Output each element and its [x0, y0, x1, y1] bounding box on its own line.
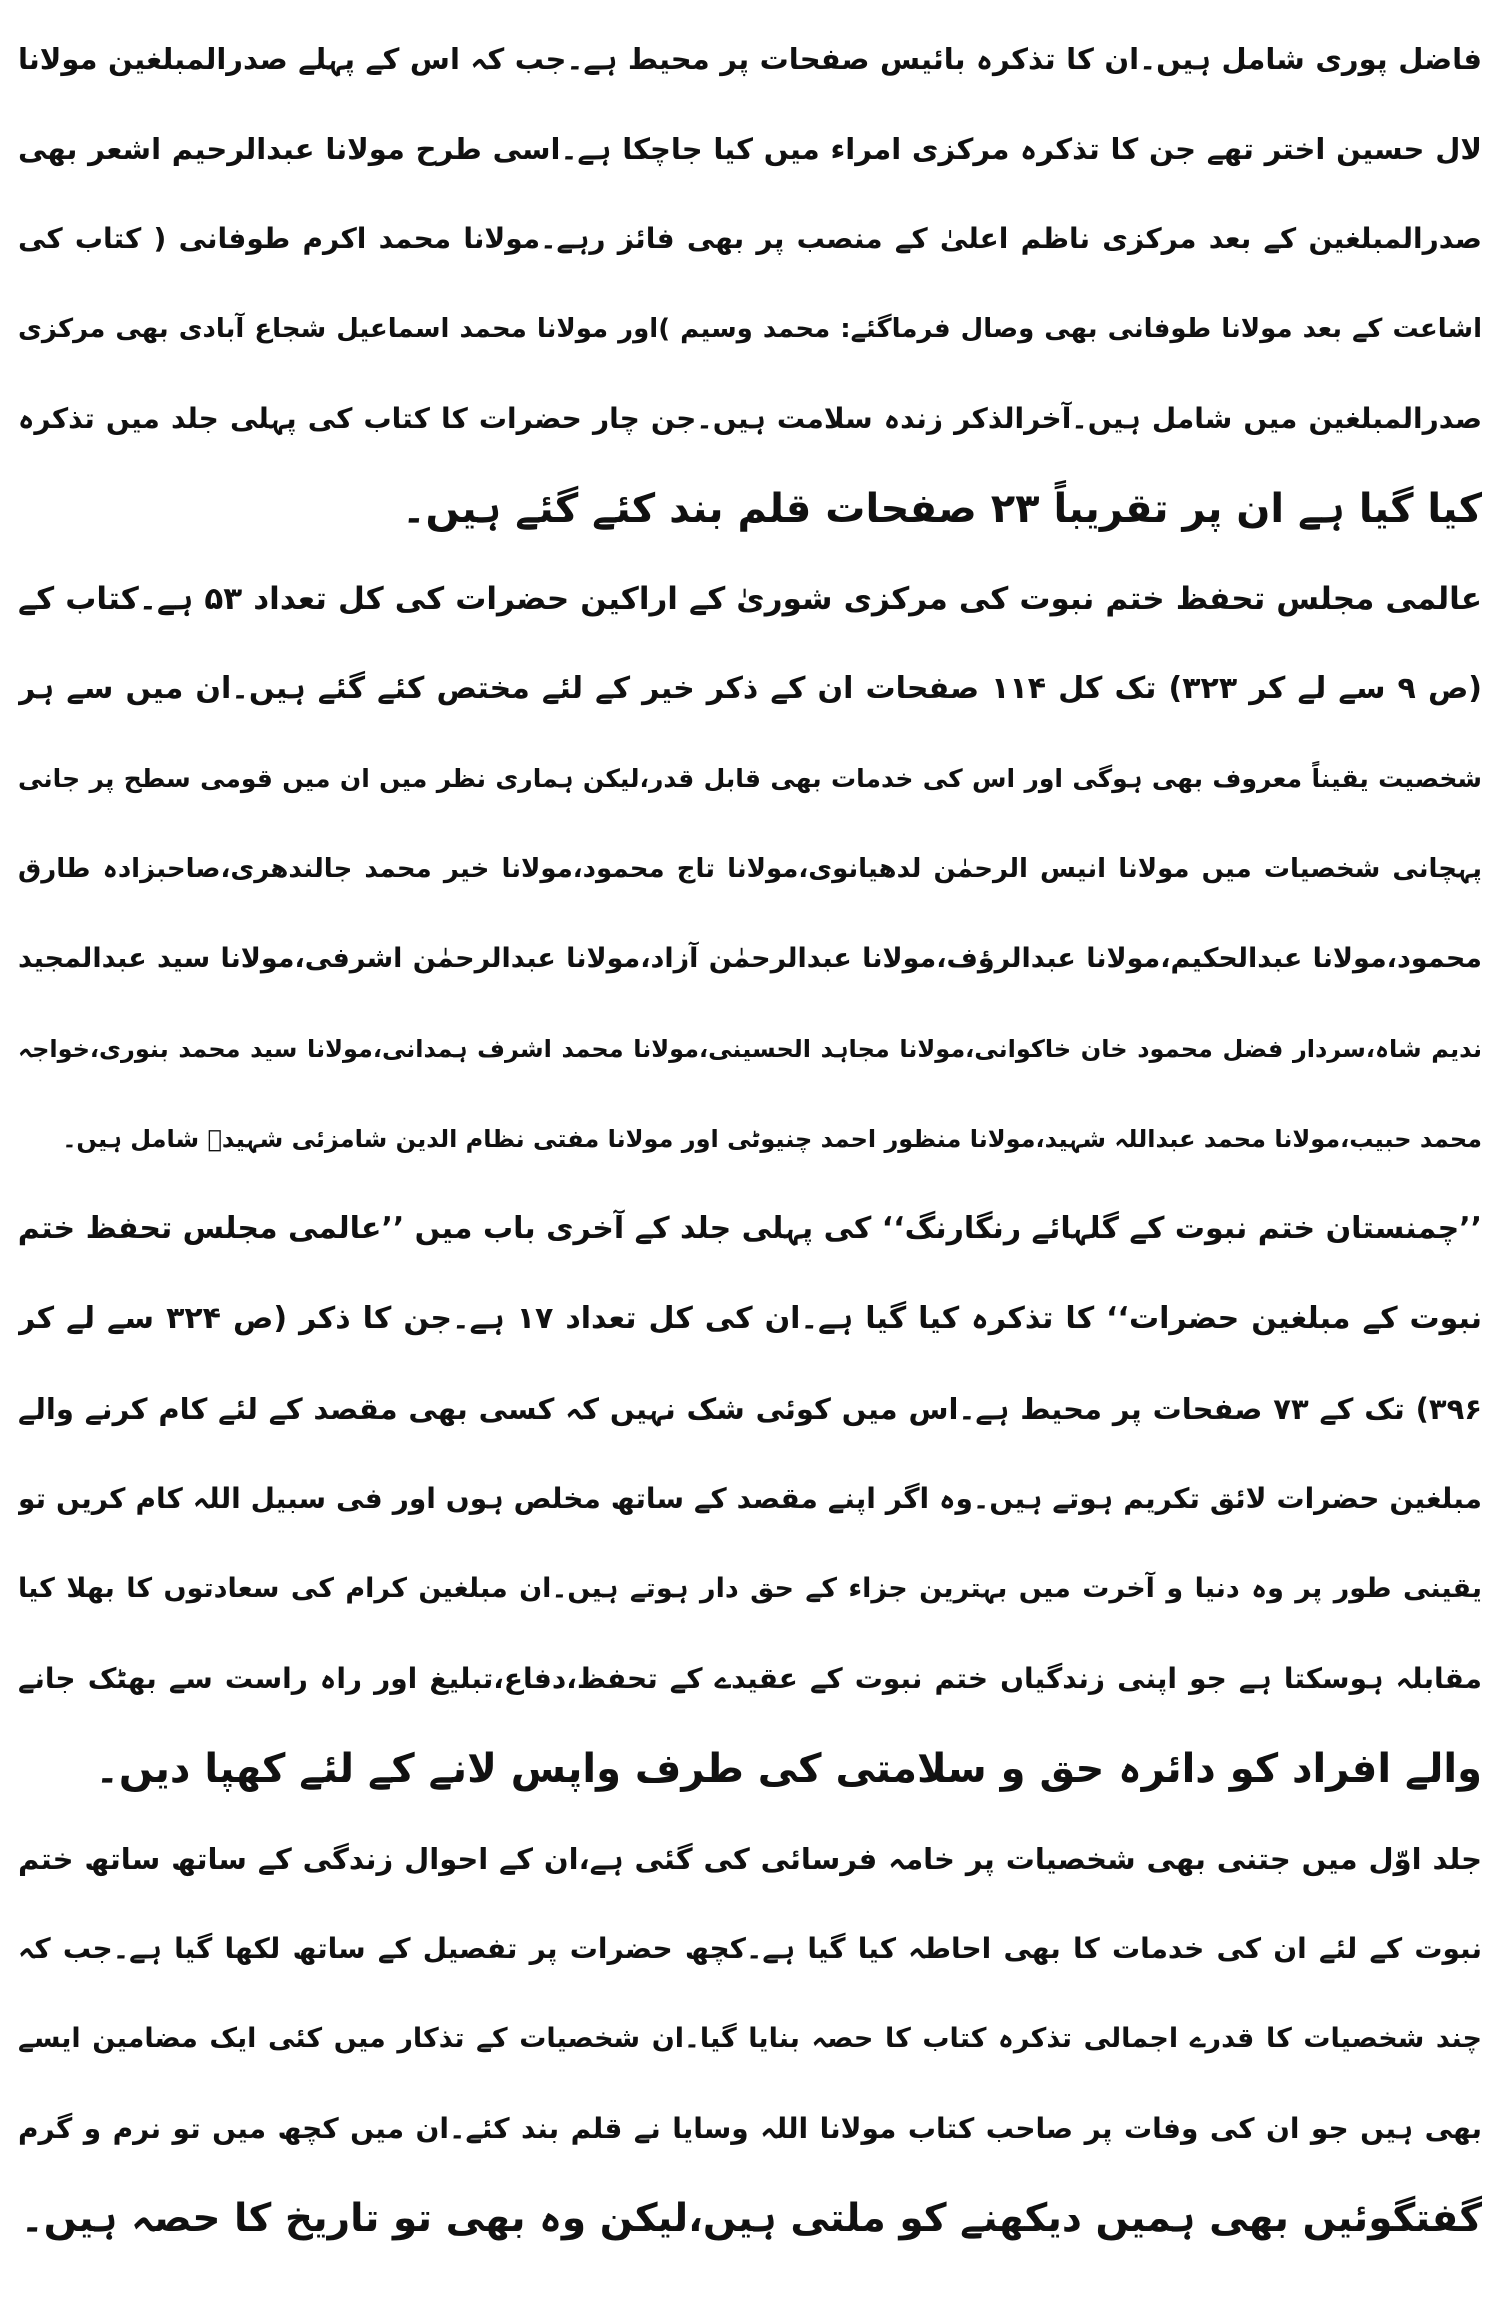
text-line-9: شخصیت یقیناً معروف بھی ہوگی اور اس کی خدمات بھی قابل قدر،لیکن ہماری نظر میں ان میں قومی سطح پر جانی — [18, 764, 1482, 793]
text-line-2: لال حسین اختر تھے جن کا تذکرہ مرکزی امراء میں کیا جاچکا ہے۔اسی طرح مولانا عبدالرحیم اشعر بھی — [18, 132, 1482, 166]
text-line-7: عالمی مجلس تحفظ ختم نبوت کی مرکزی شوریٰ کے اراکین حضرات کی کل تعداد ۵۳ ہے۔کتاب کے — [18, 581, 1482, 617]
text-line-6: کیا گیا ہے ان پر تقریباً ۲۳ صفحات قلم بند کئے گئے ہیں۔ — [402, 486, 1482, 532]
text-line-10: پہچانی شخصیات میں مولانا انیس الرحمٰن لدھیانوی،مولانا تاج محمود،مولانا خیر محمد جالندھری،صاحبزادہ طارق — [18, 854, 1482, 884]
text-line-16: ۳۹۶) تک کے ۷۳ صفحات پر محیط ہے۔اس میں کوئی شک نہیں کہ کسی بھی مقصد کے لئے کام کرنے والے — [18, 1392, 1482, 1426]
text-line-4: اشاعت کے بعد مولانا طوفانی بھی وصال فرماگئے: محمد وسیم )اور مولانا محمد اسماعیل شجاع آبادی بھی مرکزی — [18, 314, 1482, 344]
text-line-22: نبوت کے لئے ان کی خدمات کا بھی احاطہ کیا گیا ہے۔کچھ حضرات پر تفصیل کے ساتھ لکھا گیا ہے۔جب کہ — [18, 1932, 1482, 1965]
urdu-text-page — [18, 14, 1482, 2284]
text-line-19: مقابلہ ہوسکتا ہے جو اپنی زندگیاں ختم نبوت کے عقیدے کے تحفظ،دفاع،تبلیغ اور راہ راست سے بھٹک جانے — [18, 1662, 1482, 1695]
text-line-24: بھی ہیں جو ان کی وفات پر صاحب کتاب مولانا اللہ وسایا نے قلم بند کئے۔ان میں کچھ میں تو نرم و گرم — [18, 2112, 1482, 2145]
text-line-21: جلد اوّل میں جتنی بھی شخصیات پر خامہ فرسائی کی گئی ہے،ان کے احوال زندگی کے ساتھ ساتھ ختم — [18, 1842, 1482, 1876]
text-line-8: (ص ۹ سے لے کر ۳۲۳) تک کل ۱۱۴ صفحات ان کے ذکر خیر کے لئے مختص کئے گئے ہیں۔ان میں سے ہر — [18, 671, 1482, 706]
text-line-20: والے افراد کو دائرہ حق و سلامتی کی طرف واپس لانے کے لئے کھپا دیں۔ — [95, 1746, 1482, 1792]
text-line-18: یقینی طور پر وہ دنیا و آخرت میں بہترین جزاء کے حق دار ہوتے ہیں۔ان مبلغین کرام کی سعادتوں کا بھلا کیا — [18, 1573, 1482, 1604]
text-line-15: نبوت کے مبلغین حضرات‘‘ کا تذکرہ کیا گیا ہے۔ان کی کل تعداد ۱۷ ہے۔جن کا ذکر (ص ۳۲۴ سے لے کر — [18, 1301, 1482, 1336]
text-line-25: گفتگوئیں بھی ہمیں دیکھنے کو ملتی ہیں،لیکن وہ بھی تو تاریخ کا حصہ ہیں۔ — [20, 2196, 1482, 2241]
text-line-13: محمد حبیب،مولانا محمد عبداللہ شہید،مولانا منظور احمد چنیوٹی اور مولانا مفتی نظام الدین شامزئی شہیدؒ شامل ہیں۔ — [62, 1125, 1482, 1153]
text-line-1: فاضل پوری شامل ہیں۔ان کا تذکرہ بائیس صفحات پر محیط ہے۔جب کہ اس کے پہلے صدرالمبلغین مولانا — [18, 42, 1482, 76]
text-line-5: صدرالمبلغین میں شامل ہیں۔آخرالذکر زندہ سلامت ہیں۔جن چار حضرات کا کتاب کی پہلی جلد میں تذکرہ — [18, 402, 1482, 435]
text-line-17: مبلغین حضرات لائق تکریم ہوتے ہیں۔وہ اگر اپنے مقصد کے ساتھ مخلص ہوں اور فی سبیل اللہ کام کریں تو — [18, 1482, 1482, 1515]
text-line-11: محمود،مولانا عبدالحکیم،مولانا عبدالرؤف،مولانا عبدالرحمٰن آزاد،مولانا عبدالرحمٰن اشرفی،مولانا سید عبدالمجید — [18, 943, 1482, 974]
text-line-12: ندیم شاہ،سردار فضل محمود خان خاکوانی،مولانا مجاہد الحسینی،مولانا محمد اشرف ہمدانی،مولانا سید محمد بنوری،خواجہ — [18, 1035, 1482, 1063]
text-line-23: چند شخصیات کا قدرے اجمالی تذکرہ کتاب کا حصہ بنایا گیا۔ان شخصیات کے تذکار میں کئی ایک مضامین ایسے — [18, 2023, 1482, 2054]
text-line-14: ’’چمنستان ختم نبوت کے گلہائے رنگارنگ‘‘ کی پہلی جلد کے آخری باب میں ’’عالمی مجلس تحفظ ختم — [18, 1211, 1482, 1246]
text-line-3: صدرالمبلغین کے بعد مرکزی ناظم اعلیٰ کے منصب پر بھی فائز رہے۔مولانا محمد اکرم طوفانی ( کتاب کی — [18, 222, 1482, 255]
